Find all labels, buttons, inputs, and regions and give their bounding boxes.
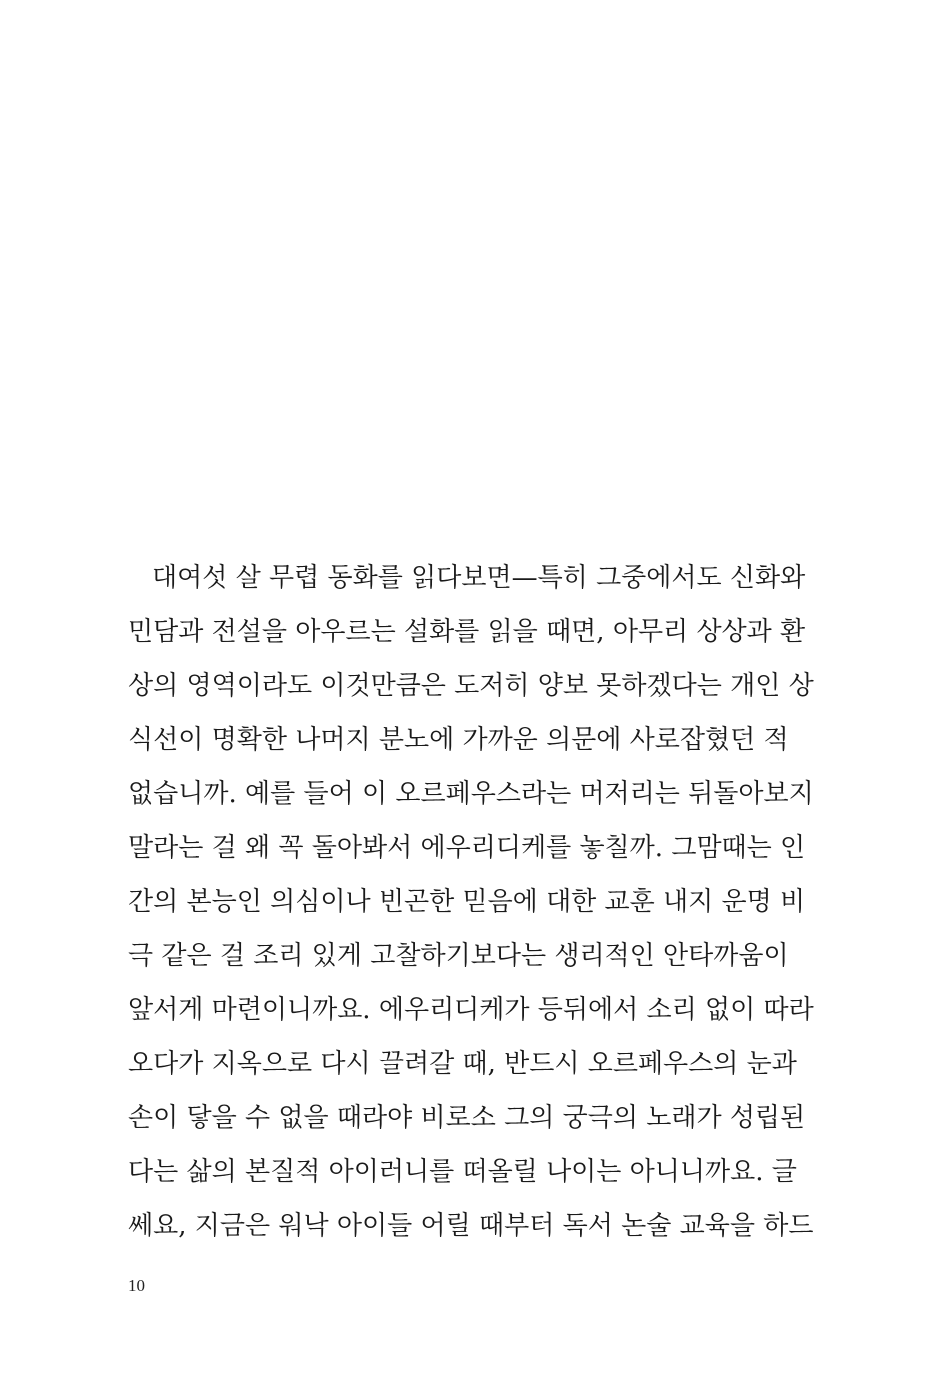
text-line: 말라는 걸 왜 꼭 돌아봐서 에우리디케를 놓칠까. 그맘때는 인 [128, 833, 806, 863]
text-line: 식선이 명확한 나머지 분노에 가까운 의문에 사로잡혔던 적 [128, 725, 789, 755]
text-line: 민담과 전설을 아우르는 설화를 읽을 때면, 아무리 상상과 환 [128, 617, 806, 647]
text-line: 다는 삶의 본질적 아이러니를 떠올릴 나이는 아니니까요. 글 [128, 1157, 797, 1187]
text-line: 상의 영역이라도 이것만큼은 도저히 양보 못하겠다는 개인 상 [128, 671, 814, 701]
text-line: 없습니까. 예를 들어 이 오르페우스라는 머저리는 뒤돌아보지 [128, 779, 814, 809]
page-number: 10 [128, 1276, 145, 1295]
body-paragraph [128, 556, 814, 1258]
text-line: 손이 닿을 수 없을 때라야 비로소 그의 궁극의 노래가 성립된 [128, 1103, 806, 1133]
text-line: 대여섯 살 무렵 동화를 읽다보면—특히 그중에서도 신화와 [152, 563, 806, 593]
text-line: 간의 본능인 의심이나 빈곤한 믿음에 대한 교훈 내지 운명 비 [128, 887, 806, 917]
text-line: 앞서게 마련이니까요. 에우리디케가 등뒤에서 소리 없이 따라 [128, 995, 814, 1025]
text-line: 극 같은 걸 조리 있게 고찰하기보다는 생리적인 안타까움이 [128, 941, 789, 971]
text-line: 오다가 지옥으로 다시 끌려갈 때, 반드시 오르페우스의 눈과 [128, 1049, 797, 1079]
text-line: 쎄요, 지금은 워낙 아이들 어릴 때부터 독서 논술 교육을 하드 [128, 1211, 814, 1241]
